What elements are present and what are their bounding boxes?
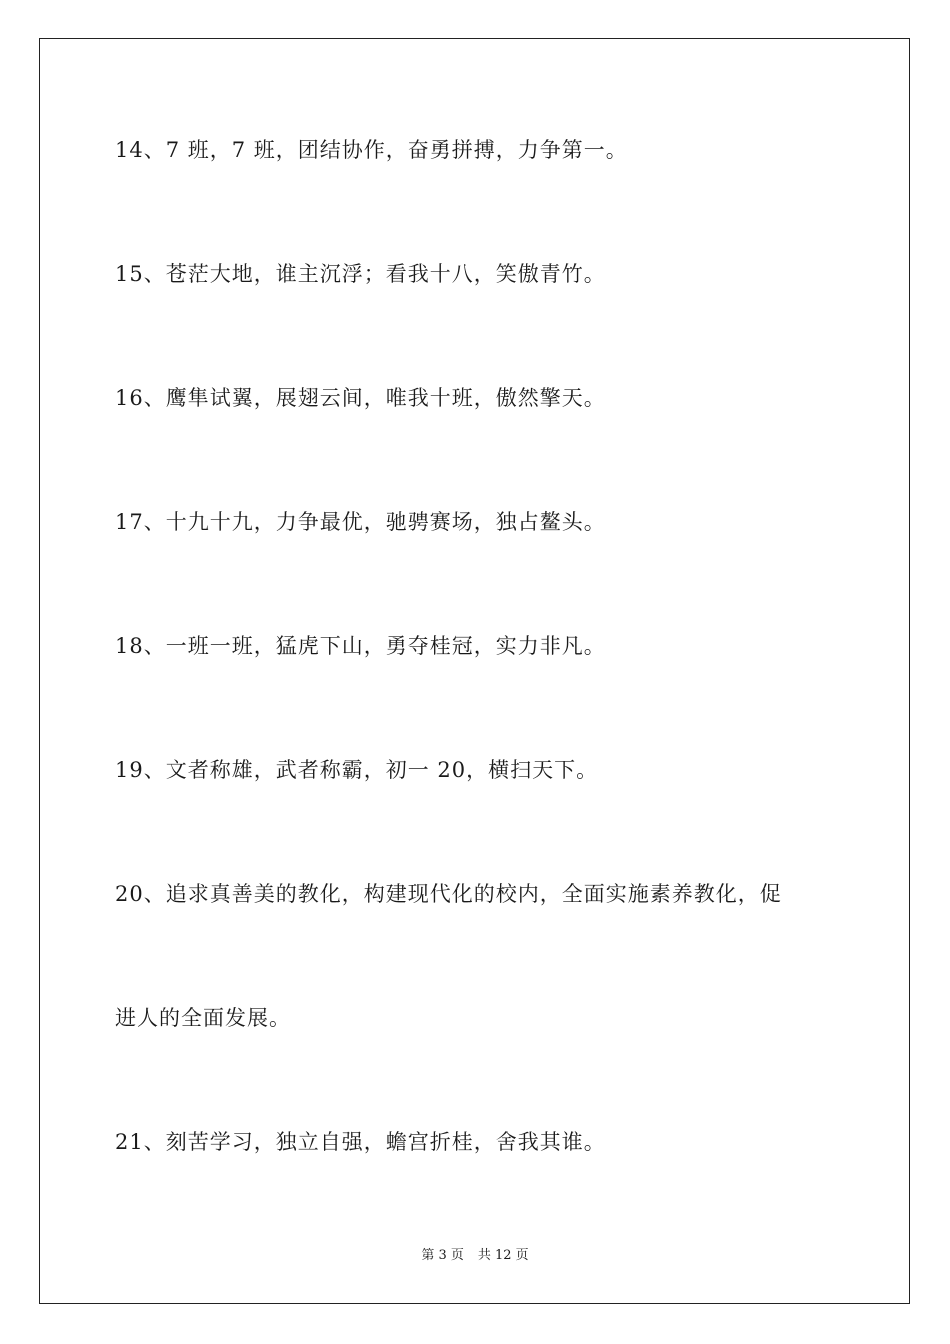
- page-footer: [0, 1247, 950, 1265]
- slogan-line-16: 16、鹰隼试翼，展翅云间，唯我十班，傲然擎天。: [115, 386, 606, 410]
- slogan-line-18: 18、一班一班，猛虎下山，勇夺桂冠，实力非凡。: [115, 634, 606, 658]
- page-border: [39, 38, 910, 1304]
- slogan-line-15: 15、苍茫大地，谁主沉浮；看我十八，笑傲青竹。: [115, 262, 606, 286]
- slogan-line-14: 14、7 班，7 班，团结协作，奋勇拼搏，力争第一。: [115, 138, 628, 162]
- slogan-line-19: 19、文者称雄，武者称霸，初一 20，横扫天下。: [115, 758, 599, 782]
- slogan-line-17: 17、十九十九，力争最优，驰骋赛场，独占鳌头。: [115, 510, 606, 534]
- page-number: 第 3 页: [421, 1248, 464, 1263]
- slogan-line-20: 20、追求真善美的教化，构建现代化的校内，全面实施素养教化，促: [115, 882, 782, 906]
- slogan-line-21: 21、刻苦学习，独立自强，蟾宫折桂，舍我其谁。: [115, 1130, 606, 1154]
- slogan-line-20-continued: 进人的全面发展。: [115, 1006, 291, 1030]
- page-total: 共 12 页: [477, 1248, 529, 1263]
